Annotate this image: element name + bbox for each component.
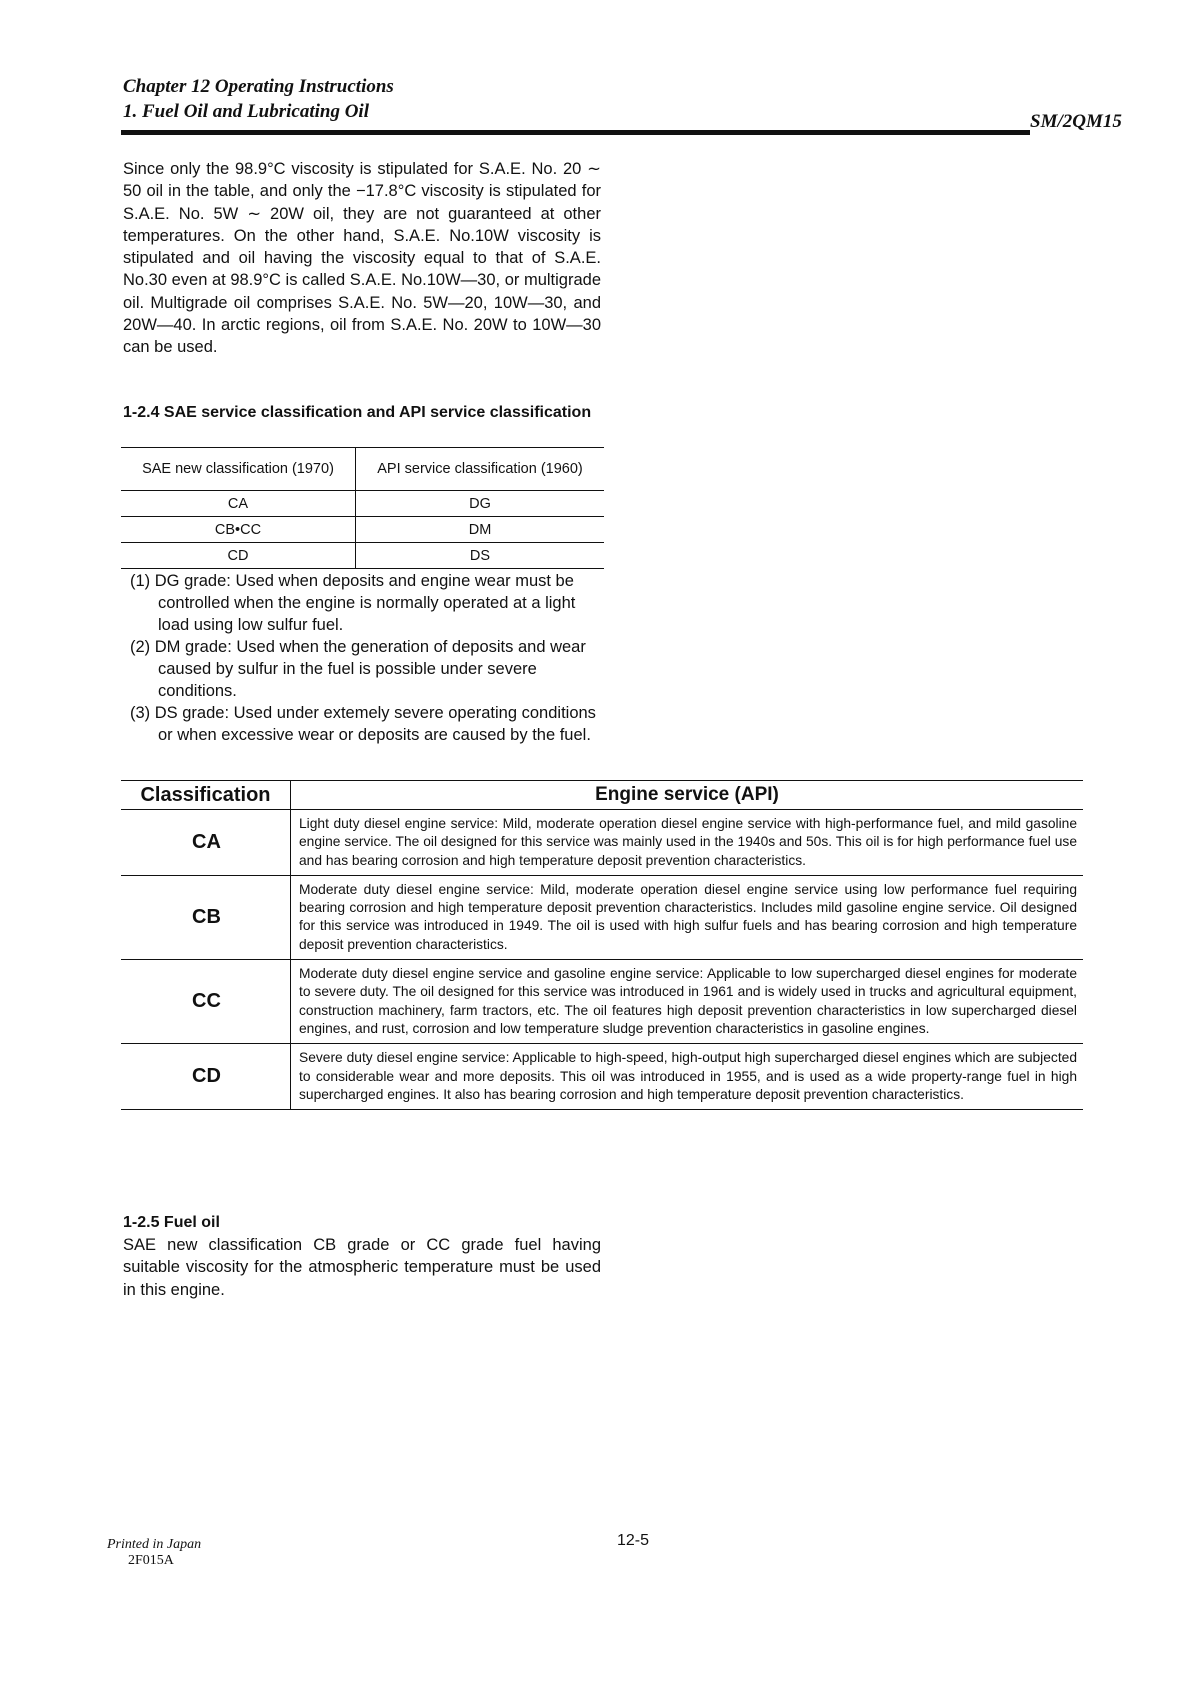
column-header: Classification: [121, 781, 291, 810]
list-item: (1) DG grade: Used when deposits and engine wear must be controlled when the engine is normally operated at a light load using low sulfur fuel.: [130, 572, 576, 634]
header-divider: [121, 130, 1030, 135]
chapter-title: Chapter 12 Operating Instructions: [123, 76, 394, 97]
column-header: Engine service (API): [291, 781, 1084, 810]
classification-cell: CD: [121, 1044, 291, 1110]
column-header: SAE new classification (1970): [121, 448, 356, 491]
table-row: [121, 517, 604, 543]
list-item: (3) DS grade: Used under extemely severe operating conditions or when excessive wear or deposits are caused by the fuel.: [130, 704, 596, 744]
table-cell: DM: [356, 517, 605, 543]
grade-notes-list: [130, 570, 602, 746]
description-cell: Moderate duty diesel engine service and gasoline engine service: Applicable to low supercharged diesel engines for moderate to severe duty. The oil designed for this service was introduced in 1961 and is widely used in trucks and agricultural equipment, construction machinery, farm tractors, etc. The oil features high deposit prevention characteristics in low supercharged diesel engines, and rust, corrosion and low temperature sludge prevention characteristics in gasoline engines.: [291, 960, 1084, 1044]
table-cell: DS: [356, 543, 605, 569]
table-row: [121, 960, 1083, 1044]
table-header-row: [121, 448, 604, 491]
printed-in-note: Printed in Japan: [107, 1537, 202, 1552]
table-cell: CB•CC: [121, 517, 356, 543]
running-header: [123, 74, 394, 124]
engine-service-table: [121, 780, 1083, 1110]
fuel-oil-paragraph: SAE new classification CB grade or CC grade fuel having suitable viscosity for the atmospheric temperature must be used in this engine.: [123, 1236, 601, 1299]
section-heading-1-2-5: 1-2.5 Fuel oil: [123, 1214, 220, 1231]
list-item: (2) DM grade: Used when the generation of deposits and wear caused by sulfur in the fuel is possible under severe conditions.: [130, 638, 586, 700]
description-cell: Severe duty diesel engine service: Applicable to high-speed, high-output high supercharged diesel engines which are subjected to considerable wear and more deposits. This oil was introduced in 1955, and is used as a wide property-range fuel in high supercharged engines. It also has bearing corrosion and high temperature deposit prevention characteristics.: [291, 1044, 1084, 1110]
table-cell: CA: [121, 491, 356, 517]
description-cell: Moderate duty diesel engine service: Mild, moderate operation diesel engine service using low performance fuel requiring bearing corrosion and high temperature deposit prevention characteristics. Includes mild gasoline engine service. Oil designed for this service was introduced in 1949. The oil is used with high sulfur fuels and has bearing corrosion and high temperature deposit prevention characteristics.: [291, 875, 1084, 959]
table-header-row: [121, 781, 1083, 810]
column-header: API service classification (1960): [356, 448, 605, 491]
manual-code: SM/2QM15: [1030, 111, 1122, 132]
classification-cell: CB: [121, 875, 291, 959]
page-number: 12-5: [617, 1532, 650, 1549]
intro-paragraph: Since only the 98.9°C viscosity is stipulated for S.A.E. No. 20 ∼ 50 oil in the table, and only the −17.8°C viscosity is stipulated for S.A.E. No. 5W ∼ 20W oil, they are not guaranteed at other temperatures. On the other hand, S.A.E. No.10W viscosity is stipulated and oil having the viscosity equal to that of S.A.E. No.30 even at 98.9°C is called S.A.E. No.10W—30, or multigrade oil. Multigrade oil comprises S.A.E. No. 5W—20, 10W—30, and 20W—40. In arctic regions, oil from S.A.E. No. 20W to 10W—30 can be used.: [123, 160, 602, 357]
classification-cell: CC: [121, 960, 291, 1044]
table-row: [121, 1044, 1083, 1110]
table-row: [121, 543, 604, 569]
section-title: 1. Fuel Oil and Lubricating Oil: [123, 101, 369, 122]
table-row: [121, 875, 1083, 959]
table-row: [121, 491, 604, 517]
document-code: 2F015A: [128, 1553, 174, 1568]
description-cell: Light duty diesel engine service: Mild, moderate operation diesel engine service with high-performance fuel, and mild gasoline engine service. The oil designed for this service was mainly used in the 1940s and 50s. This oil is for high performance fuel use and has bearing corrosion and high temperature deposit prevention characteristics.: [291, 810, 1084, 876]
sae-api-classification-table: [121, 447, 604, 569]
classification-cell: CA: [121, 810, 291, 876]
section-heading-1-2-4: 1-2.4 SAE service classification and API service classification: [123, 404, 592, 421]
table-cell: DG: [356, 491, 605, 517]
table-cell: CD: [121, 543, 356, 569]
table-row: [121, 810, 1083, 876]
